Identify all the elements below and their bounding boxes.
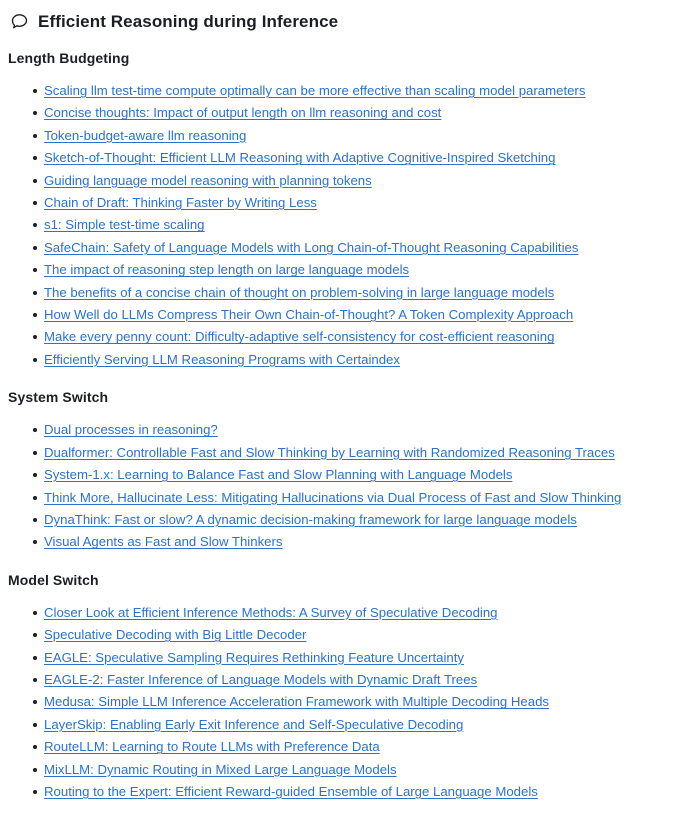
paper-list [8,419,678,553]
paper-link[interactable]: Chain of Draft: Thinking Faster by Writing Less [44,195,317,211]
list-item [8,624,678,646]
paper-link[interactable]: The benefits of a concise chain of thought on problem-solving in large language models [44,284,555,300]
list-item [8,192,678,214]
list-item [8,487,678,509]
paper-link[interactable]: EAGLE-2: Faster Inference of Language Models with Dynamic Draft Trees [44,671,478,687]
paper-link[interactable]: Closer Look at Efficient Inference Methods: A Survey of Speculative Decoding [44,604,498,620]
list-item [8,531,678,553]
sections [8,49,678,803]
paper-link[interactable]: DynaThink: Fast or slow? A dynamic decision-making framework for large language models [44,511,577,527]
paper-link[interactable]: MixLLM: Dynamic Routing in Mixed Large Language Models [44,761,397,777]
list-item [8,781,678,803]
list-item [8,282,678,304]
paper-link[interactable]: RouteLLM: Learning to Route LLMs with Preference Data [44,739,380,755]
list-item [8,759,678,781]
paper-link[interactable]: Make every penny count: Difficulty-adaptive self-consistency for cost-efficient reasoning [44,329,555,345]
list-item [8,170,678,192]
section-heading: System Switch [8,389,109,406]
paper-link[interactable]: Dual processes in reasoning? [44,422,218,438]
list-item [8,237,678,259]
paper-link[interactable]: Medusa: Simple LLM Inference Acceleration Framework with Multiple Decoding Heads [44,694,550,710]
list-item [8,602,678,624]
list-item [8,102,678,124]
list-item [8,442,678,464]
paper-link[interactable]: Routing to the Expert: Efficient Reward-guided Ensemble of Large Language Models [44,783,538,799]
paper-link[interactable]: Visual Agents as Fast and Slow Thinkers [44,534,283,550]
page-title-text: Efficient Reasoning during Inference [38,12,339,31]
paper-list [8,80,678,371]
list-item [8,509,678,531]
paper-link[interactable]: LayerSkip: Enabling Early Exit Inference and Self-Speculative Decoding [44,716,464,732]
paper-link[interactable]: Guiding language model reasoning with planning tokens [44,172,372,188]
list-item [8,714,678,736]
section-heading: Model Switch [8,571,99,588]
paper-link[interactable]: s1: Simple test-time scaling [44,217,205,233]
list-item [8,326,678,348]
document-body [8,10,678,803]
paper-link[interactable]: Efficiently Serving LLM Reasoning Programs with Certaindex [44,351,400,367]
paper-link[interactable]: SafeChain: Safety of Language Models with Long Chain-of-Thought Reasoning Capabilities [44,239,579,255]
list-item [8,464,678,486]
paper-link[interactable]: Token-budget-aware llm reasoning [44,127,247,143]
list-item [8,259,678,281]
paper-list [8,602,678,804]
section-heading: Length Budgeting [8,50,130,66]
page-title [10,10,678,33]
paper-link[interactable]: Speculative Decoding with Big Little Decoder [44,627,307,643]
list-item [8,691,678,713]
paper-link[interactable]: Dualformer: Controllable Fast and Slow Thinking by Learning with Randomized Reasoning Traces [44,444,615,460]
list-item [8,349,678,371]
paper-link[interactable]: Sketch-of-Thought: Efficient LLM Reasoning with Adaptive Cognitive-Inspired Sketching [44,150,556,166]
list-item [8,147,678,169]
paper-link[interactable]: The impact of reasoning step length on large language models [44,262,410,278]
paper-link[interactable]: How Well do LLMs Compress Their Own Chain-of-Thought? A Token Complexity Approach [44,307,574,323]
list-item [8,647,678,669]
paper-link[interactable]: Think More, Hallucinate Less: Mitigating Hallucinations via Dual Process of Fast and Slow Thinking [44,489,622,505]
speech-bubble-icon [10,12,29,31]
list-item [8,80,678,102]
list-item [8,419,678,441]
paper-link[interactable]: Scaling llm test-time compute optimally can be more effective than scaling model parameters [44,83,586,98]
list-item [8,669,678,691]
paper-link[interactable]: Concise thoughts: Impact of output length on llm reasoning and cost [44,105,442,121]
list-item [8,125,678,147]
list-item [8,304,678,326]
list-item [8,214,678,236]
list-item [8,736,678,758]
paper-link[interactable]: System-1.x: Learning to Balance Fast and Slow Planning with Language Models [44,467,513,483]
paper-link[interactable]: EAGLE: Speculative Sampling Requires Rethinking Feature Uncertainty [44,649,465,665]
